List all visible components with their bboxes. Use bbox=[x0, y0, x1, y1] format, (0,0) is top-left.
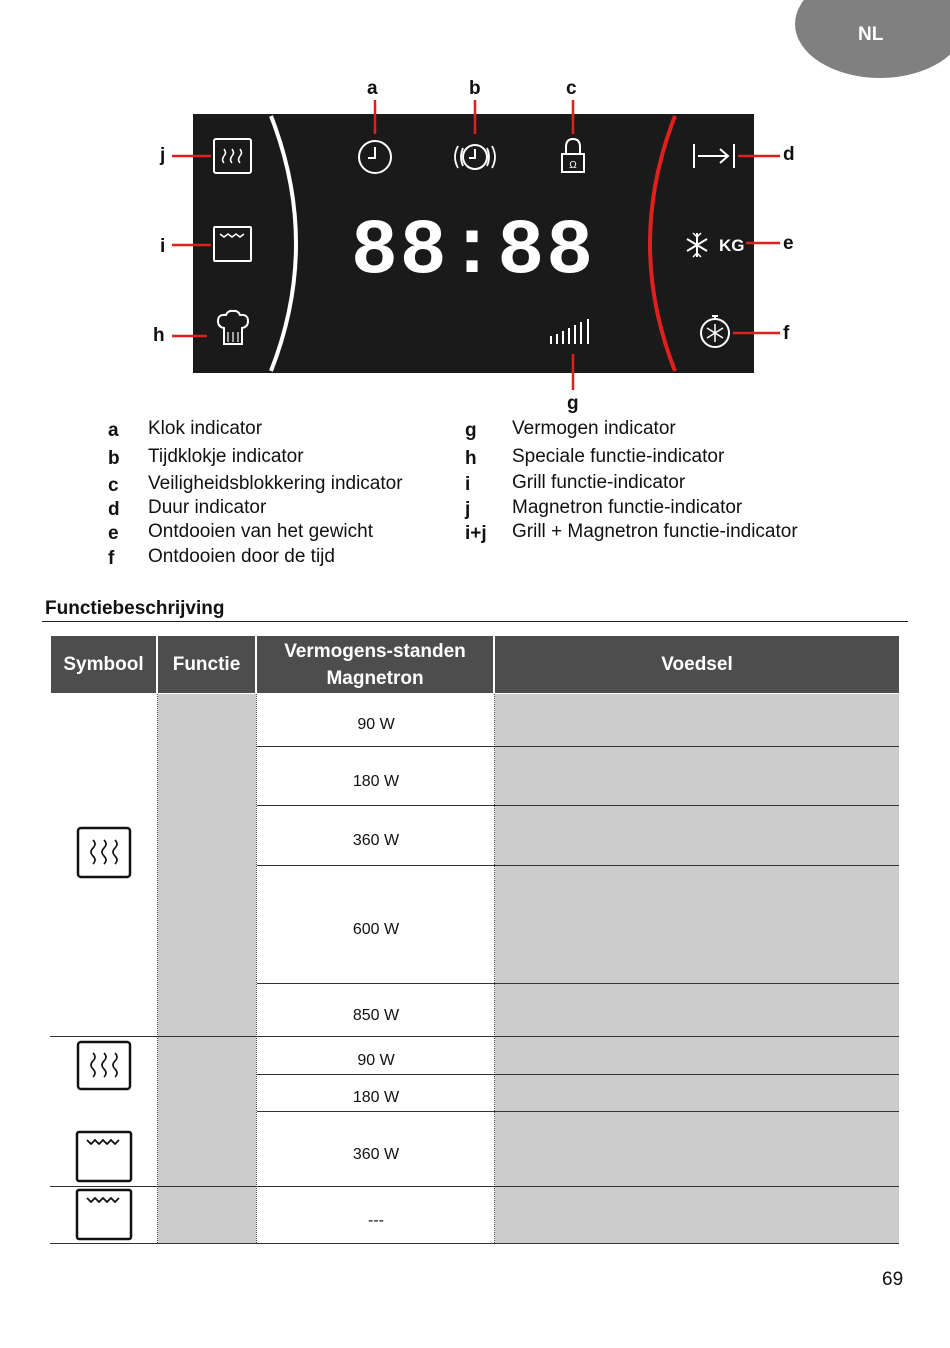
left-arc bbox=[271, 116, 296, 371]
snowflake-kg-icon bbox=[687, 233, 707, 257]
power-bars-icon bbox=[551, 319, 588, 344]
callout-d: d bbox=[783, 144, 795, 165]
section-title: Functiebeschrijving bbox=[45, 598, 225, 619]
callout-h: h bbox=[153, 325, 165, 346]
legend-key: f bbox=[108, 548, 115, 569]
legend-text: Vermogen indicator bbox=[512, 418, 676, 439]
callout-b: b bbox=[469, 78, 481, 99]
right-arc bbox=[650, 116, 675, 371]
callout-f: f bbox=[783, 323, 790, 344]
lock-icon bbox=[562, 139, 584, 172]
legend-key: a bbox=[108, 420, 119, 441]
col-divider bbox=[157, 694, 159, 1243]
power-value: 180 W bbox=[352, 773, 400, 790]
table-bottom-line bbox=[50, 1243, 899, 1244]
legend-text: Klok indicator bbox=[148, 418, 263, 439]
microwave-icon bbox=[76, 826, 132, 879]
callout-c: c bbox=[566, 78, 577, 99]
th-functie: Functie bbox=[158, 636, 255, 693]
legend-text: Ontdooien van het gewicht bbox=[148, 521, 373, 542]
row-line bbox=[257, 746, 899, 747]
group-line bbox=[50, 1186, 899, 1187]
power-value: --- bbox=[368, 1212, 384, 1229]
functie-cell bbox=[158, 1186, 256, 1243]
col-divider bbox=[494, 694, 496, 1243]
legend-text: Tijdklokje indicator bbox=[148, 446, 304, 467]
row-line bbox=[257, 805, 899, 806]
legend-text: Duur indicator bbox=[148, 497, 267, 518]
row-line bbox=[257, 1111, 899, 1112]
th-vermogens: Vermogens-standen Magnetron bbox=[257, 636, 493, 693]
callout-g: g bbox=[567, 393, 579, 414]
svg-text:Ω: Ω bbox=[569, 160, 577, 171]
digit-display: 88:88 bbox=[350, 208, 596, 296]
th-symbool: Symbool bbox=[51, 636, 156, 693]
microwave-icon bbox=[214, 139, 251, 173]
legend-text: Magnetron functie-indicator bbox=[512, 497, 743, 518]
callout-e: e bbox=[783, 233, 794, 254]
power-value: 180 W bbox=[352, 1089, 400, 1106]
th-voedsel: Voedsel bbox=[495, 636, 899, 693]
legend-key: g bbox=[465, 420, 477, 441]
power-value: 600 W bbox=[352, 921, 400, 938]
legend-key: e bbox=[108, 523, 119, 544]
legend-key: j bbox=[465, 499, 471, 520]
row-line bbox=[257, 865, 899, 866]
language-label: NL bbox=[858, 24, 884, 45]
legend-key: i bbox=[465, 474, 471, 495]
power-value: 90 W bbox=[357, 1052, 395, 1069]
power-value: 90 W bbox=[357, 716, 395, 733]
display-panel bbox=[193, 114, 754, 373]
row-line bbox=[257, 1074, 899, 1075]
legend-key: d bbox=[108, 499, 120, 520]
timer-icon bbox=[455, 145, 495, 169]
functie-cell bbox=[158, 1036, 256, 1186]
legend-key: i+j bbox=[465, 523, 487, 544]
legend-key: b bbox=[108, 448, 120, 469]
callout-j: j bbox=[160, 145, 166, 166]
power-value: 360 W bbox=[352, 832, 400, 849]
grill-icon bbox=[75, 1130, 133, 1183]
callout-i: i bbox=[160, 236, 166, 257]
voedsel-column bbox=[495, 694, 899, 1243]
legend-text: Grill + Magnetron functie-indicator bbox=[512, 521, 798, 542]
functie-cell bbox=[158, 694, 256, 1036]
legend-key: c bbox=[108, 475, 119, 496]
legend-text: Veiligheidsblokkering indicator bbox=[148, 473, 403, 494]
page-number: 69 bbox=[882, 1269, 904, 1290]
power-value: 850 W bbox=[352, 1007, 400, 1024]
microwave-icon bbox=[76, 1040, 132, 1091]
clock-icon bbox=[359, 141, 391, 173]
callout-a: a bbox=[367, 78, 378, 99]
section-rule bbox=[42, 621, 908, 622]
legend-text: Ontdooien door de tijd bbox=[148, 546, 335, 567]
display-graphics bbox=[193, 114, 754, 373]
power-value: 360 W bbox=[352, 1146, 400, 1163]
duration-icon bbox=[694, 144, 734, 168]
legend-key: h bbox=[465, 448, 477, 469]
row-line bbox=[257, 983, 899, 984]
grill-icon bbox=[75, 1188, 133, 1241]
legend-text: Grill functie-indicator bbox=[512, 472, 686, 493]
legend-text: Speciale functie-indicator bbox=[512, 446, 725, 467]
group-line bbox=[50, 1036, 899, 1037]
kg-label: KG bbox=[719, 236, 745, 255]
defrost-timer-icon bbox=[701, 316, 729, 347]
chef-hat-icon bbox=[218, 311, 248, 344]
grill-icon bbox=[214, 227, 251, 261]
